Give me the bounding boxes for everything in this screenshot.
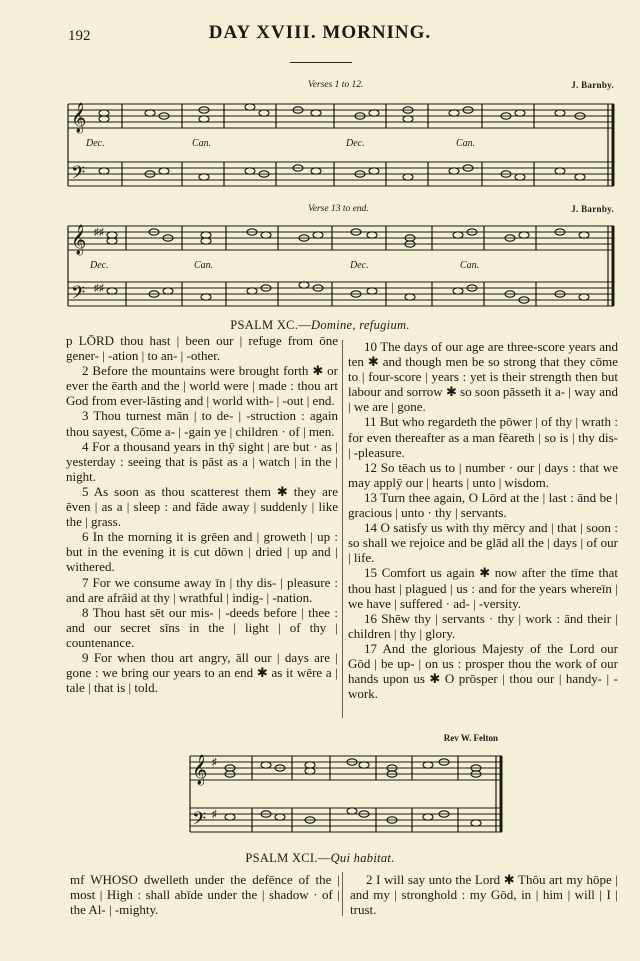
- tune-2-dir-2: Can.: [194, 260, 214, 271]
- psalm-91-left-column: [70, 872, 340, 917]
- verse: 5 As soon as thou scatterest them ✱ they are ēven | as a | sleep : and fāde away | suddenly | like the | grass.: [66, 483, 338, 530]
- psalm-90-heading: [0, 318, 640, 333]
- psalm-90-left-column: [66, 333, 338, 695]
- tune-1-dir-3: Dec.: [346, 138, 365, 149]
- tune-1-dir-4: Can.: [456, 138, 476, 149]
- column-divider-2: [342, 872, 343, 916]
- psalm-90-right-column: [348, 339, 618, 701]
- svg-text:♯♯: ♯♯: [94, 227, 104, 238]
- tune-2-dir-4: Can.: [460, 260, 480, 271]
- column-divider: [342, 340, 343, 718]
- verse: 16 Shēw thy | servants · thy | work : ānd their | children | thy | glory.: [348, 610, 618, 641]
- chant-tune-1: [64, 78, 618, 200]
- verse: 17 And the glorious Majesty of the Lord our Gōd | be up- | on us : prosper thou the work of our hands upon us ✱ O prōsper | thou our | handy- | -work.: [348, 640, 618, 702]
- verse: 2 Before the mountains were brought forth ✱ or ever the ēarth and the | world were | made : thou art God from ever-lāsting and | world with- | -out | end.: [66, 363, 338, 409]
- verse: 15 Comfort us again ✱ now after the tīme that thou hast | plagued | us : and for the years whereīn | we have | suffered · ad- | -versity.: [348, 565, 618, 611]
- svg-text:𝄢: 𝄢: [71, 282, 86, 307]
- verse: 4 For a thousand years in thȳ sight | are but · as | yesterday : seeing that is pāst as a | watch | in the | night.: [66, 438, 338, 484]
- tune-1-dir-2: Can.: [192, 138, 212, 149]
- verse: 13 Turn thee again, O Lōrd at the | last : ānd be | gracious | unto · thy | servants.: [348, 489, 618, 521]
- svg-text:𝄞: 𝄞: [192, 755, 208, 784]
- psalm-90-title: PSALM XC.—: [230, 318, 312, 332]
- verse: 11 But who regardeth the pōwer | of thy | wrath : for even thereafter as a man fēareth | so is | thy dis- | -pleasure.: [348, 414, 618, 460]
- verse: 2 I will say unto the Lord ✱ Thōu art my hōpe | and my | stronghold : my Gōd, in | him | will | I | trust.: [350, 872, 618, 918]
- running-head: DAY XVIII. MORNING.: [208, 22, 432, 43]
- verse: mf WHOSO dwelleth under the defēnce of the | most | High : shall abīde under the | shadow · of | the Al- | -mighty.: [70, 872, 340, 918]
- svg-text:𝄢: 𝄢: [192, 808, 207, 833]
- svg-text:𝄢: 𝄢: [71, 162, 86, 187]
- svg-text:♯♯: ♯♯: [94, 283, 104, 294]
- verse: p LŌRD thou hast | been our | refuge from ōne gener- | -ation | to an- | -other.: [66, 333, 338, 364]
- tune-1-score: [64, 92, 618, 200]
- svg-text:♯: ♯: [212, 757, 217, 768]
- tune-1-verses: Verses 1 to 12.: [308, 80, 364, 90]
- chant-tune-3: [188, 733, 506, 851]
- psalm-91-subtitle: Qui habitat.: [330, 851, 395, 865]
- psalm-91-heading: [0, 851, 640, 866]
- psalm-91-right-column: [350, 872, 618, 917]
- svg-text:♯: ♯: [212, 809, 217, 820]
- tune-2-dir-3: Dec.: [350, 260, 369, 271]
- verse: 8 Thou hast sēt our mis- | -deeds before | thee : and our secret sīns in the | light | of thy | countenance.: [66, 604, 338, 650]
- verse: 9 For when thou art angry, āll our | days are | gone : we bring our years to an end ✱ as it wēre a | tale | that is | told.: [66, 649, 338, 696]
- psalm-90-subtitle: Domine, refugium.: [311, 318, 410, 332]
- verse: 12 So tēach us to | number · our | days : that we may applȳ our | hearts | unto | wisdom.: [348, 459, 618, 490]
- tune-1-composer: J. Barnby.: [571, 80, 614, 90]
- tune-2-dir-1: Dec.: [90, 260, 109, 271]
- verse: 10 The days of our age are three-score years and ten ✱ and though men be so strong that they cōme to | four-score | years : yet is their strength then but labour and sorrow ✱ so soon pāsseth it a- | way and | we are | gone.: [348, 339, 618, 415]
- tune-3-score: [188, 746, 506, 846]
- title-rule: [290, 62, 352, 63]
- tune-2-composer: J. Barnby.: [571, 204, 614, 214]
- verse: 6 In the morning it is grēen and | groweth | up : but in the evening it is cut dōwn | dried | up and | withered.: [66, 529, 338, 575]
- tune-2-verses: Verse 13 to end.: [308, 204, 369, 214]
- verse: 14 O satisfy us with thy mērcy and | that | soon : so shall we rejoice and be glād all the | days | of our | life.: [348, 520, 618, 566]
- tune-3-composer: Rev W. Felton: [443, 733, 498, 743]
- svg-text:𝄞: 𝄞: [71, 103, 87, 132]
- verse: 3 Thou turnest mān | to de- | -struction : again thou sayest, Cōme a- | -gain ye | children · of | men.: [66, 408, 338, 439]
- psalm-91-title: PSALM XCI.—: [245, 851, 331, 865]
- svg-text:𝄞: 𝄞: [71, 225, 87, 254]
- tune-1-dir-1: Dec.: [86, 138, 105, 149]
- verse: 7 For we consume away īn | thy dis- | pleasure : and are afrāid at thy | wrathful | indig- | -nation.: [66, 574, 338, 605]
- page-number: 192: [68, 28, 91, 44]
- tune-2-score: [64, 216, 618, 316]
- chant-tune-2: [64, 202, 618, 316]
